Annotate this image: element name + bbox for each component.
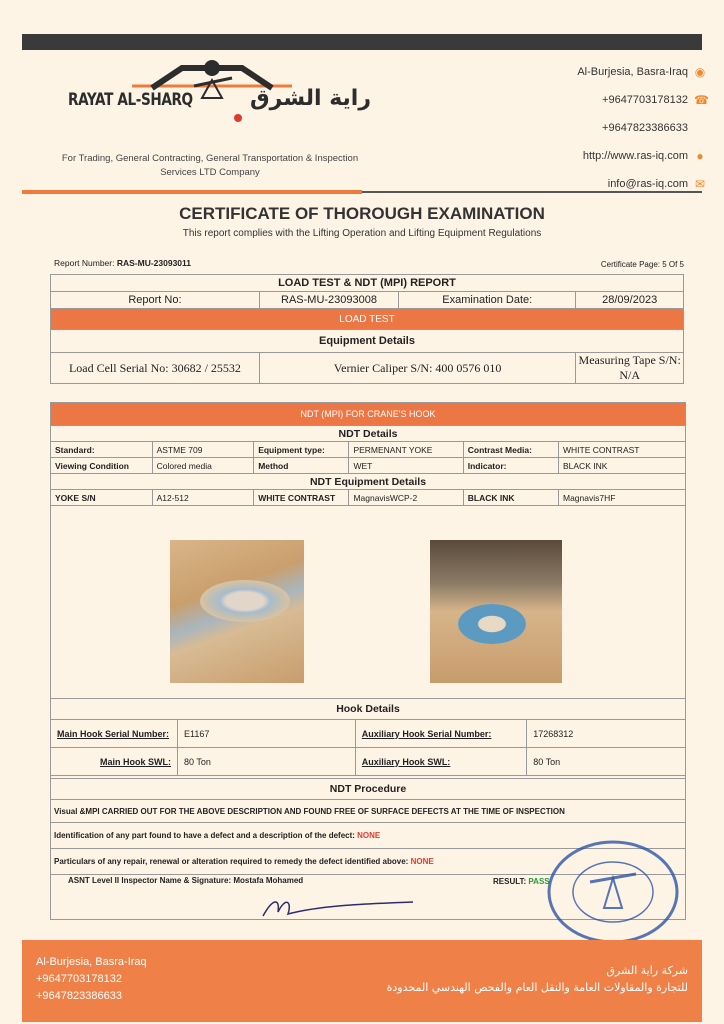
procedure-line2: Identification of any part found to have a defect and a description of the defect: NONE (50, 823, 686, 849)
main-swl-value: 80 Ton (178, 748, 356, 776)
top-bar (22, 34, 702, 50)
contact-website[interactable]: http://www.ras-iq.com ● (577, 142, 706, 170)
equipment-type-label: Equipment type: (254, 442, 349, 458)
ndt-equipment-title: NDT Equipment Details (51, 474, 686, 490)
standard-value: ASTME 709 (152, 442, 254, 458)
hook-table (50, 698, 686, 776)
contact-phone1: +9647703178132 ☎ (602, 93, 709, 107)
footer-contact (36, 954, 147, 1005)
measuring-tape: Measuring Tape S/N: N/A (576, 353, 684, 384)
footer-ar-tagline: للتجارة والمقاولات العامة والنقل العام والفحص الهندسي المحدودة (386, 981, 688, 994)
white-contrast-value: MagnavisWCP-2 (349, 490, 463, 506)
main-serial-value: E1167 (178, 720, 356, 748)
globe-icon: ● (696, 149, 704, 163)
report-number: Report Number: RAS-MU-23093011 (54, 258, 192, 268)
procedure-title: NDT Procedure (50, 778, 686, 800)
load-test-table (50, 274, 684, 384)
indicator-label: Indicator: (463, 458, 558, 474)
company-tagline: For Trading, General Contracting, General Transportation & Inspection Services LTD Company (61, 153, 359, 178)
ndt-details-title: NDT Details (51, 426, 686, 442)
method-value: WET (349, 458, 463, 474)
section-title: LOAD TEST & NDT (MPI) REPORT (51, 275, 684, 292)
aux-serial-value: 17268312 (527, 720, 686, 748)
certificate-title: CERTIFICATE OF THOROUGH EXAMINATION (179, 204, 545, 223)
indicator-value: BLACK INK (558, 458, 685, 474)
white-contrast-label: WHITE CONTRAST (254, 490, 349, 506)
location-icon: ◉ (694, 65, 706, 79)
report-no-value: RAS-MU-23093008 (259, 292, 398, 309)
black-ink-label: BLACK INK (463, 490, 558, 506)
certificate-page-number: Certificate Page: 5 Of 5 (600, 260, 684, 269)
phone-icon: ☎ (694, 93, 709, 107)
black-ink-value: Magnavis7HF (558, 490, 685, 506)
standard-label: Standard: (51, 442, 153, 458)
yoke-label: YOKE S/N (51, 490, 153, 506)
hook-details-title: Hook Details (51, 699, 686, 720)
procedure-line1: Visual &MPI CARRIED OUT FOR THE ABOVE DESCRIPTION AND FOUND FREE OF SURFACE DEFECTS AT THE TIME OF INSPECTION (50, 800, 686, 823)
footer-arabic (387, 962, 688, 996)
footer-phone1: +9647703178132 (36, 973, 122, 985)
contrast-media-value: WHITE CONTRAST (558, 442, 685, 458)
main-serial-label: Main Hook Serial Number: (51, 720, 178, 748)
mail-icon: ✉ (694, 177, 706, 191)
ndt-band: NDT (MPI) FOR CRANE'S HOOK (51, 403, 686, 426)
contrast-media-label: Contrast Media: (463, 442, 558, 458)
exam-date-label: Examination Date: (399, 292, 576, 309)
report-no-label: Report No: (51, 292, 260, 309)
load-cell-serial: Load Cell Serial No: 30682 / 25532 (51, 353, 260, 384)
logo-text-ar: راية الشرق (250, 86, 372, 111)
footer (22, 940, 702, 1022)
viewing-value: Colored media (152, 458, 254, 474)
inspector-name: ASNT Level II Inspector Name & Signature: Mostafa Mohamed (68, 876, 304, 885)
signature-icon (258, 892, 418, 922)
hook-shape (200, 580, 290, 622)
exam-date-value: 28/09/2023 (576, 292, 684, 309)
certificate-subtitle: This report complies with the Lifting Operation and Lifting Equipment Regulations (182, 228, 542, 239)
yoke-value: A12-512 (152, 490, 254, 506)
main-swl-label: Main Hook SWL: (51, 748, 178, 776)
logo-text-en: RAYAT AL-SHARQ (68, 90, 193, 110)
gray-rule (362, 191, 702, 193)
load-test-band: LOAD TEST (51, 309, 684, 330)
aux-swl-value: 80 Ton (527, 748, 686, 776)
procedure-line3: Particulars of any repair, renewal or alteration required to remedy the defect identified above: NONE (50, 849, 686, 875)
equipment-type-value: PERMENANT YOKE (349, 442, 463, 458)
aux-swl-label: Auxiliary Hook SWL: (355, 748, 526, 776)
contact-phone2: +9647823386633 (577, 114, 706, 142)
vernier-caliper: Vernier Caliper S/N: 400 0576 010 (259, 353, 575, 384)
contact-block (577, 58, 709, 198)
equipment-details-title: Equipment Details (51, 330, 684, 353)
footer-phone2: +9647823386633 (36, 990, 122, 1002)
footer-address: Al-Burjesia, Basra-Iraq (36, 956, 147, 968)
method-label: Method (254, 458, 349, 474)
result: RESULT: PASS (493, 877, 550, 886)
hook-photo-1 (170, 540, 304, 683)
contact-email[interactable]: info@ras-iq.com ✉ (607, 177, 706, 191)
hook-ring-shape (458, 604, 526, 644)
aux-serial-label: Auxiliary Hook Serial Number: (355, 720, 526, 748)
viewing-label: Viewing Condition (51, 458, 153, 474)
contact-address: Al-Burjesia, Basra-Iraq ◉ (577, 65, 706, 79)
orange-rule (22, 190, 362, 194)
company-stamp-icon (546, 838, 680, 946)
footer-ar-name: شركة راية الشرق (606, 964, 688, 977)
ndt-table (50, 402, 686, 506)
spacer-icon (694, 122, 706, 134)
